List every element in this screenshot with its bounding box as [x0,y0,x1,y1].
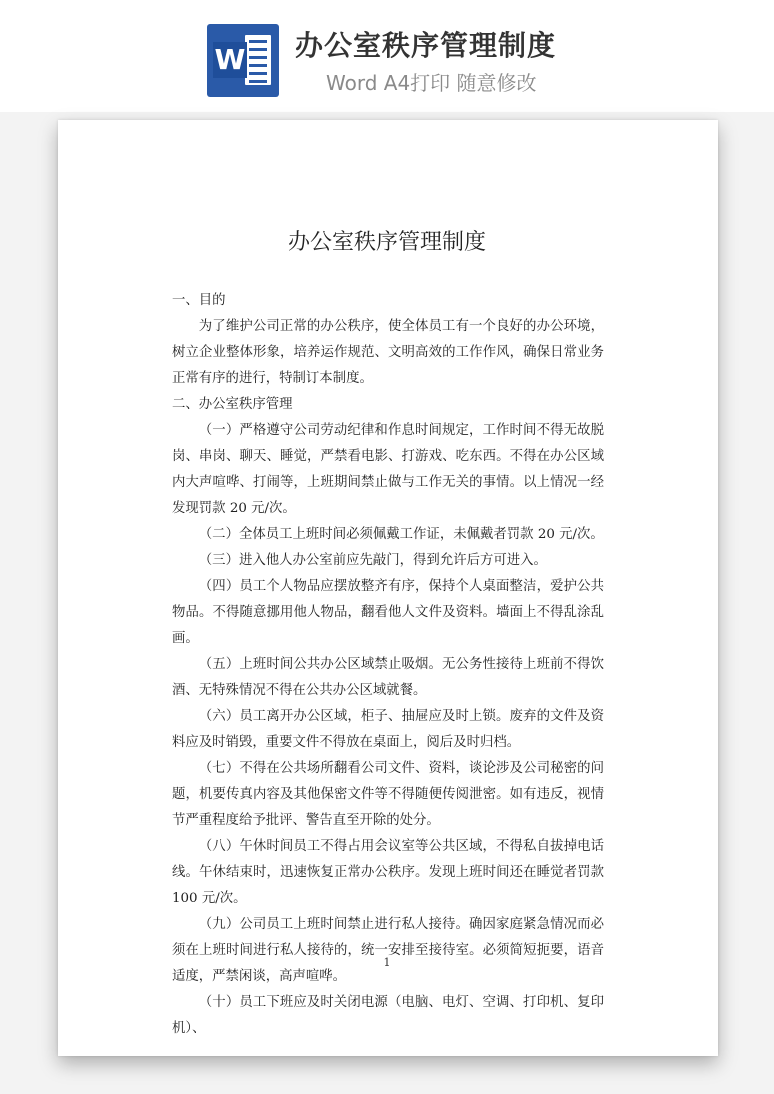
document-body [172,288,604,1042]
rule-item: （四）员工个人物品应摆放整齐有序，保持个人桌面整洁，爱护公共物品。不得随意挪用他人物品，翻看他人文件及资料。墙面上不得乱涂乱画。 [172,579,604,646]
rule-item: （二）全体员工上班时间必须佩戴工作证，未佩戴者罚款 20 元/次。 [198,527,604,542]
header-title: 办公室秩序管理制度 [295,29,557,62]
paragraph: 为了维护公司正常的办公秩序，使全体员工有一个良好的办公环境，树立企业整体形象，培养运作规范、文明高效的工作作风，确保日常业务正常有序的进行，特制订本制度。 [172,319,604,386]
document-lines-icon [245,35,271,85]
section-heading: 二、办公室秩序管理 [172,397,293,412]
document-title: 办公室秩序管理制度 [287,230,486,255]
rule-item: （八）午休时间员工不得占用会议室等公共区域，不得私自拔掉电话线。午休结束时，迅速恢复正常办公秩序。发现上班时间还在睡觉者罚款 100 元/次。 [172,839,604,906]
section-heading: 一、目的 [172,293,226,308]
rule-item: （五）上班时间公共办公区域禁止吸烟。无公务性接待上班前不得饮酒、无特殊情况不得在公共办公区域就餐。 [172,657,604,698]
word-icon [207,24,279,97]
rule-item: （十）员工下班应及时关闭电源（电脑、电灯、空调、打印机、复印机）、 [172,995,604,1036]
word-letter: W [214,43,246,76]
rule-item: （九）公司员工上班时间禁止进行私人接待。确因家庭紧急情况而必须在上班时间进行私人接待的，统一安排至接待室。必须简短扼要，语音适度，严禁闲谈，高声喧哗。 [172,917,604,984]
rule-item: （七）不得在公共场所翻看公司文件、资料，谈论涉及公司秘密的问题，机要传真内容及其他保密文件等不得随便传阅泄密。如有违反，视情节严重程度给予批评、警告直至开除的处分。 [172,761,604,828]
rule-item: （六）员工离开办公区域，柜子、抽屉应及时上锁。废弃的文件及资料应及时销毁，重要文件不得放在桌面上，阅后及时归档。 [172,709,604,750]
rule-item: （三）进入他人办公室前应先敲门，得到允许后方可进入。 [198,553,547,568]
rule-item: （一）严格遵守公司劳动纪律和作息时间规定，工作时间不得无故脱岗、串岗、聊天、睡觉，严禁看电影、打游戏、吃东西。不得在办公区域内大声喧哗、打闹等，上班期间禁止做与工作无关的事情。以上情况一经发现罚款 20 元/次。 [172,423,604,516]
header-banner [0,0,774,112]
page-number: 1 [383,956,391,969]
header-subtitle: Word A4打印 随意修改 [326,71,537,95]
